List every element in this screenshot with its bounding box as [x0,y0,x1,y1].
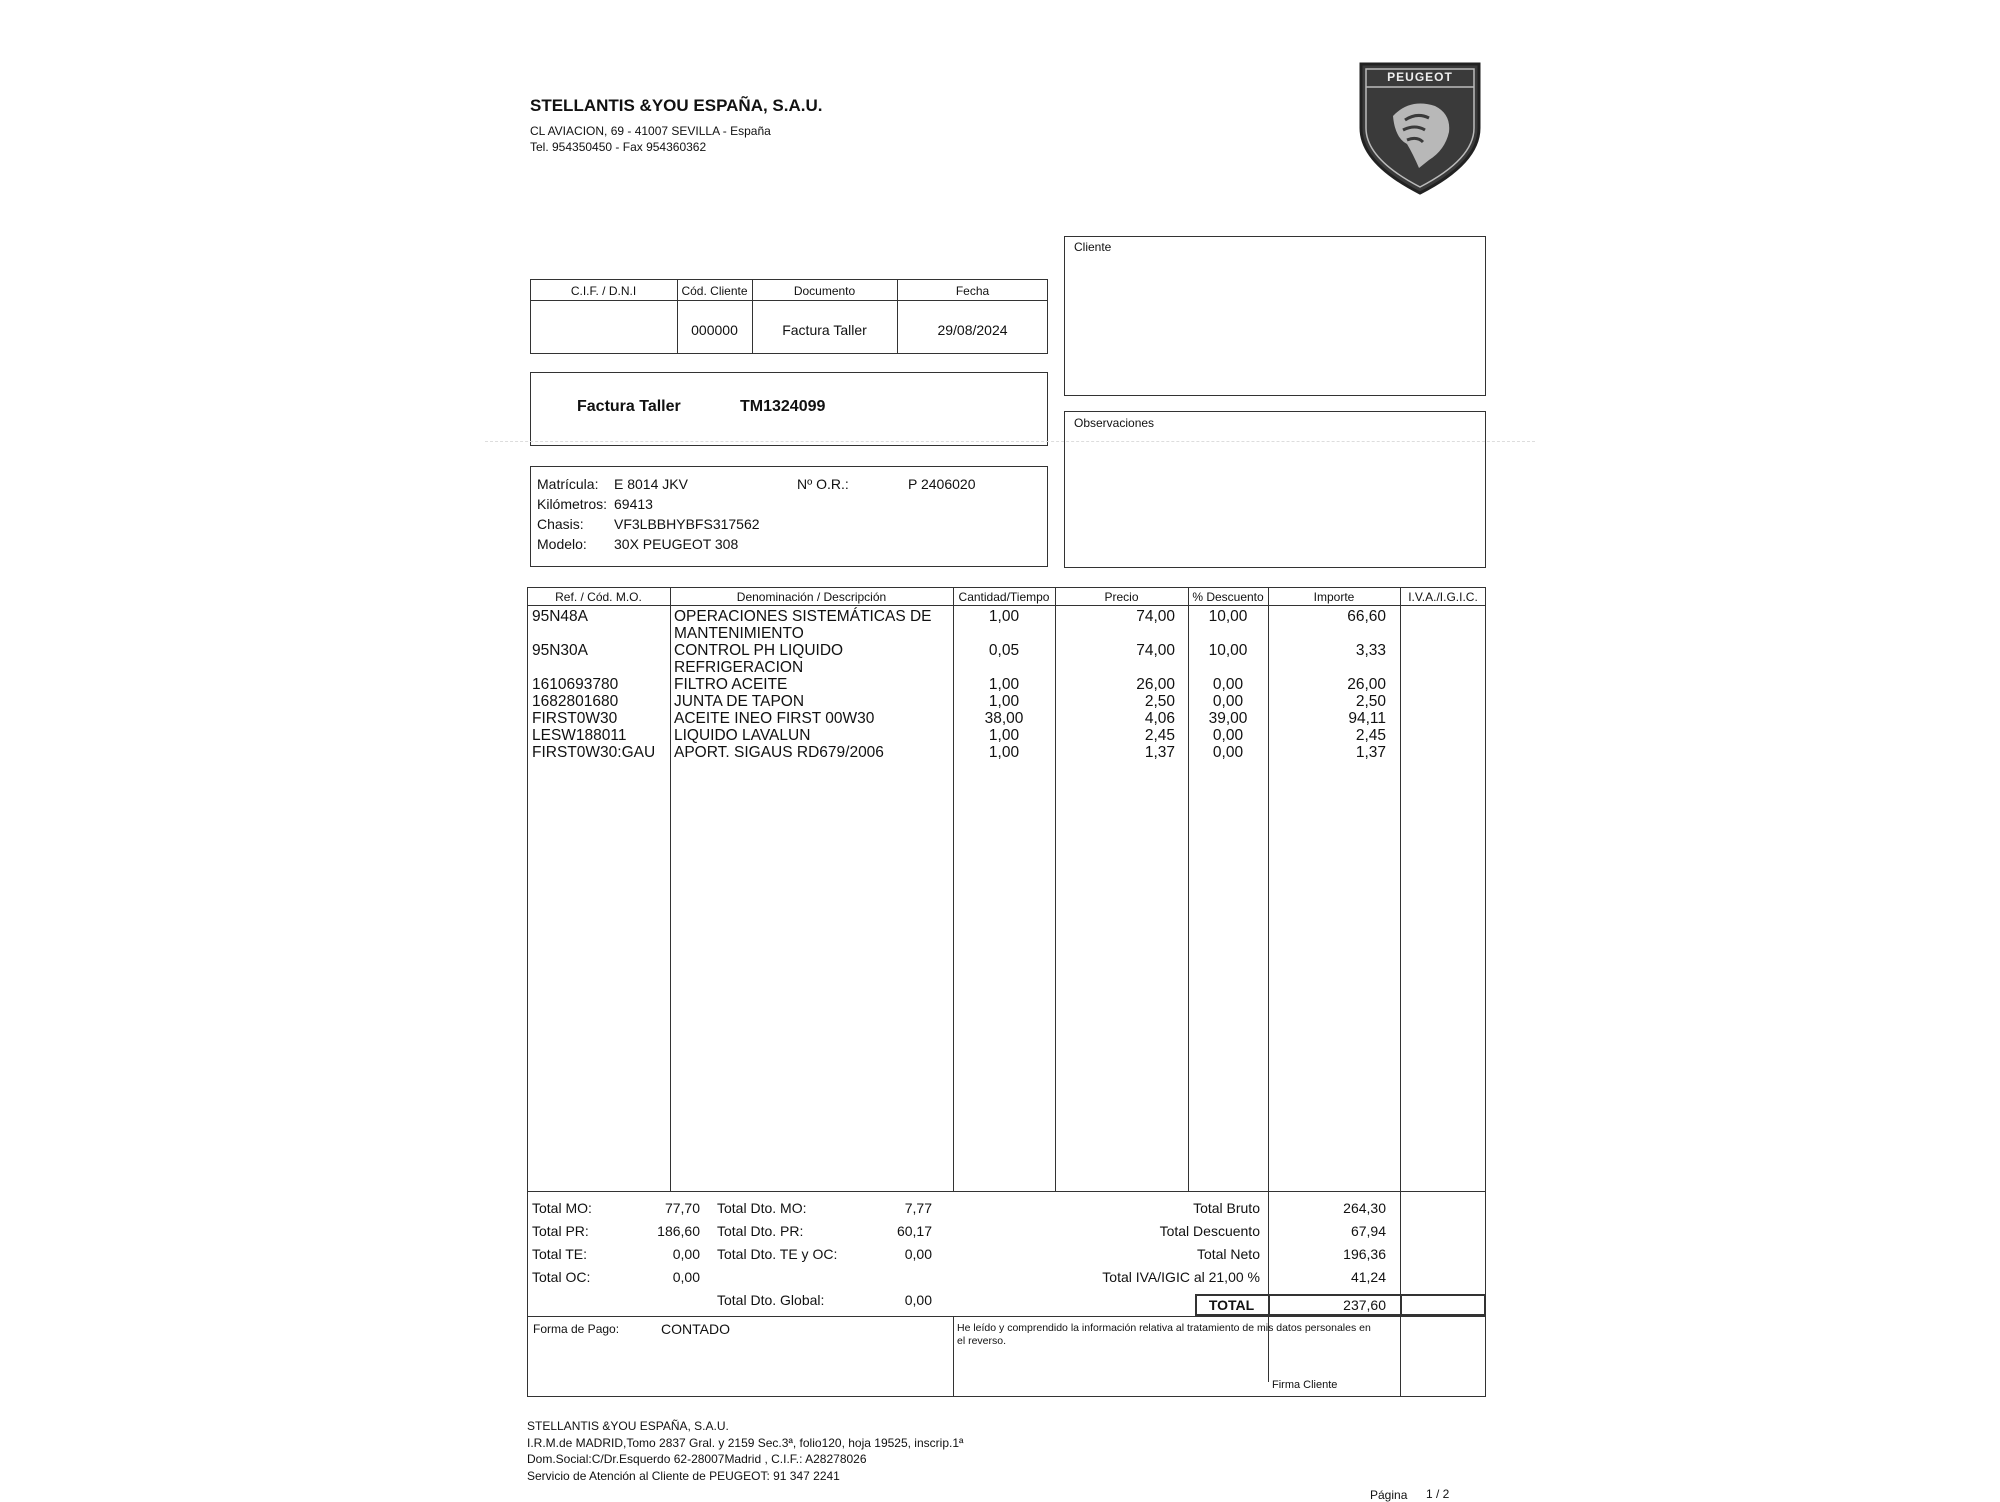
row-disc: 0,00 [1212,727,1244,744]
row-disc: 0,00 [1212,676,1244,693]
total-dto-teoc-value: 0,00 [904,1246,932,1262]
row-disc: 10,00 [1208,608,1248,625]
row-amount: 2,50 [1355,693,1386,710]
row-qty: 1,00 [988,744,1020,761]
total-neto-label: Total Neto [1196,1246,1260,1262]
privacy-text-2: el reverso. [957,1335,1007,1347]
row-amount: 1,37 [1355,744,1386,761]
chasis-label: Chasis: [537,516,584,532]
row-desc: CONTROL PH LIQUIDO [674,642,844,659]
row-disc: 10,00 [1208,642,1248,659]
total-bruto-value: 264,30 [1343,1200,1386,1216]
row-price: 74,00 [1136,608,1175,625]
header-fecha: Fecha [955,284,990,298]
row-disc: 39,00 [1208,710,1248,727]
table-row: 1610693780 [532,676,619,693]
row-desc: OPERACIONES SISTEMÁTICAS DE [674,608,932,625]
invoice-label: Factura Taller [577,398,681,415]
total-oc-value: 0,00 [672,1269,700,1285]
total-iva-value: 41,24 [1350,1269,1386,1285]
fecha-value: 29/08/2024 [937,322,1008,338]
row-price: 1,37 [1144,744,1175,761]
cod-cliente-value: 000000 [691,322,738,338]
total-mo-label: Total MO: [532,1200,592,1216]
row-disc: 0,00 [1212,744,1244,761]
documento-value: Factura Taller [782,322,867,338]
total-bruto-label: Total Bruto [1193,1200,1260,1216]
payment-label: Forma de Pago: [533,1322,620,1336]
table-row: LESW188011 [532,727,627,744]
signature-label: Firma Cliente [1272,1379,1338,1391]
header-cif: C.I.F. / D.N.I [570,284,637,298]
row-amount: 94,11 [1348,710,1386,727]
col-price: Precio [1104,590,1139,604]
row-price: 74,00 [1136,642,1175,659]
table-row: FIRST0W30:GAU [532,744,656,761]
row-desc: LIQUIDO LAVALUN [674,727,811,744]
modelo-label: Modelo: [537,536,587,552]
km-value: 69413 [614,496,653,512]
grand-total-label: TOTAL [1208,1297,1255,1313]
row-qty: 1,00 [988,693,1020,710]
row-qty: 0,05 [988,642,1020,659]
or-value: P 2406020 [908,476,976,492]
total-dto-pr-label: Total Dto. PR: [717,1223,804,1239]
total-dto-mo-label: Total Dto. MO: [717,1200,807,1216]
footer-company: STELLANTIS &YOU ESPAÑA, S.A.U. [527,1419,729,1433]
total-descuento-value: 67,94 [1350,1223,1386,1239]
total-te-value: 0,00 [672,1246,700,1262]
row-qty: 1,00 [988,676,1020,693]
row-amount: 2,45 [1355,727,1386,744]
logo-text: PEUGEOT [1387,70,1453,84]
chasis-value: VF3LBBHYBFS317562 [614,516,760,532]
modelo-value: 30X PEUGEOT 308 [614,536,739,552]
row-price: 26,00 [1136,676,1175,693]
row-desc: APORT. SIGAUS RD679/2006 [674,744,884,761]
company-address: CL AVIACION, 69 - 41007 SEVILLA - España [530,124,771,138]
col-desc: Denominación / Descripción [736,590,887,604]
row-qty: 38,00 [984,710,1024,727]
cliente-label: Cliente [1074,240,1112,254]
grand-total-value: 237,60 [1343,1297,1386,1313]
row-price: 4,06 [1144,710,1175,727]
footer-registry: I.R.M.de MADRID,Tomo 2837 Gral. y 2159 Sec.3ª, folio120, hoja 19525, inscrip.1ª [527,1436,964,1450]
table-row: 95N48A [532,608,589,625]
table-row: 95N30A [532,642,589,659]
observaciones-box [1064,411,1486,568]
row-desc: FILTRO ACEITE [674,676,788,693]
header-cod-cliente: Cód. Cliente [681,284,748,298]
row-qty: 1,00 [988,608,1020,625]
row-desc-2: REFRIGERACION [674,659,804,676]
row-amount: 26,00 [1347,676,1386,693]
col-qty: Cantidad/Tiempo [958,590,1050,604]
page-label: Página [1370,1488,1408,1502]
table-row: 1682801680 [532,693,619,710]
col-ref: Ref. / Cód. M.O. [555,590,642,604]
total-te-label: Total TE: [532,1246,587,1262]
row-desc: JUNTA DE TAPON [674,693,805,710]
col-amount: Importe [1313,590,1355,604]
row-price: 2,45 [1144,727,1175,744]
table-row: FIRST0W30 [532,710,618,727]
col-disc: % Descuento [1192,590,1264,604]
total-dto-global-value: 0,00 [904,1292,932,1308]
col-iva: I.V.A./I.G.I.C. [1408,590,1478,604]
row-amount: 3,33 [1355,642,1386,659]
company-phone: Tel. 954350450 - Fax 954360362 [530,140,707,154]
total-dto-pr-value: 60,17 [896,1223,932,1239]
row-price: 2,50 [1144,693,1175,710]
total-pr-label: Total PR: [532,1223,589,1239]
header-documento: Documento [793,284,856,298]
total-dto-global-label: Total Dto. Global: [717,1292,825,1308]
total-mo-value: 77,70 [664,1200,700,1216]
row-amount: 66,60 [1347,608,1386,625]
privacy-text: He leído y comprendido la información relativa al tratamiento de mis datos personales en [957,1322,1371,1334]
payment-value: CONTADO [661,1321,730,1337]
km-label: Kilómetros: [537,496,608,512]
cliente-box [1064,236,1486,396]
total-neto-value: 196,36 [1343,1246,1386,1262]
company-name: STELLANTIS &YOU ESPAÑA, S.A.U. [530,96,823,115]
row-desc-2: MANTENIMIENTO [674,625,804,642]
invoice-number: TM1324099 [740,398,826,415]
total-pr-value: 186,60 [657,1223,700,1239]
or-label: Nº O.R.: [797,476,849,492]
row-qty: 1,00 [988,727,1020,744]
row-disc: 0,00 [1212,693,1244,710]
page-number: 1 / 2 [1426,1487,1450,1501]
matricula-value: E 8014 JKV [614,476,688,492]
total-oc-label: Total OC: [532,1269,591,1285]
total-dto-mo-value: 7,77 [904,1200,932,1216]
footer-address: Dom.Social:C/Dr.Esquerdo 62-28007Madrid , C.I.F.: A28278026 [527,1452,867,1466]
total-dto-teoc-label: Total Dto. TE y OC: [717,1246,838,1262]
total-descuento-label: Total Descuento [1159,1223,1260,1239]
matricula-label: Matrícula: [537,476,599,492]
observaciones-label: Observaciones [1074,416,1155,430]
footer-service: Servicio de Atención al Cliente de PEUGEOT: 91 347 2241 [527,1469,840,1483]
total-iva-label: Total IVA/IGIC al 21,00 % [1102,1269,1260,1285]
row-desc: ACEITE INEO FIRST 00W30 [674,710,875,727]
